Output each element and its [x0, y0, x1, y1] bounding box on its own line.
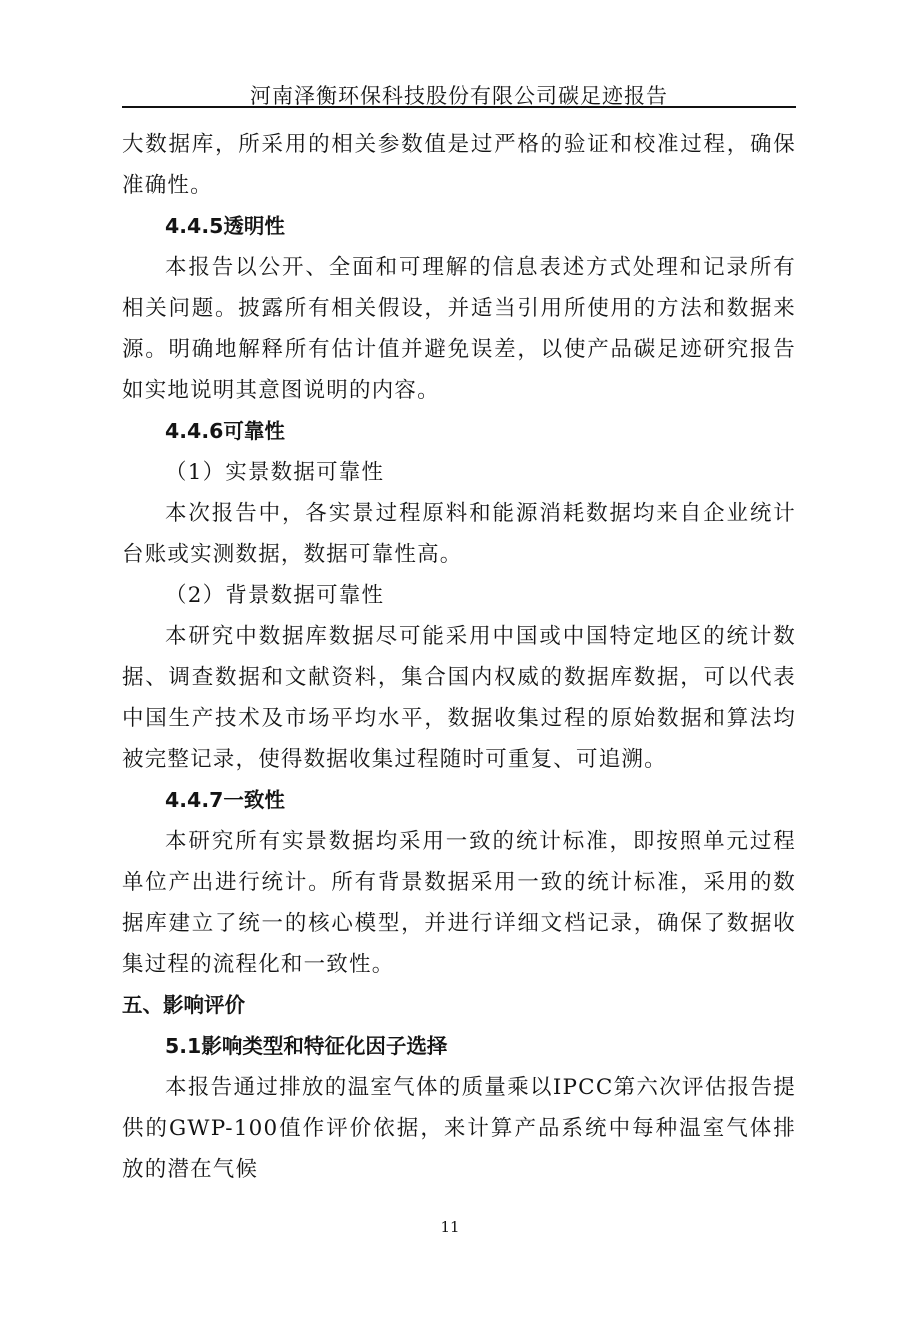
subheading-background-data: （2）背景数据可靠性 — [165, 583, 385, 608]
page-number: 11 — [440, 1218, 460, 1236]
heading-4-4-7: 4.4.7一致性 — [165, 788, 285, 812]
document-body — [122, 124, 796, 1190]
heading-4-4-6: 4.4.6可靠性 — [165, 419, 285, 443]
paragraph-impact-assessment: 本报告通过排放的温室气体的质量乘以IPCC第六次评估报告提供的GWP-100值作评价依据，来计算产品系统中每种温室气体排放的潜在气候 — [122, 1075, 796, 1182]
running-header: 河南泽衡环保科技股份有限公司碳足迹报告 — [250, 84, 668, 108]
header-rule — [122, 106, 796, 108]
paragraph-transparency: 本报告以公开、全面和可理解的信息表述方式处理和记录所有相关问题。披露所有相关假设，并适当引用所使用的方法和数据来源。明确地解释所有估计值并避免误差，以使产品碳足迹研究报告如实地说明其意图说明的内容。 — [122, 255, 796, 403]
paragraph-site-data: 本次报告中，各实景过程原料和能源消耗数据均来自企业统计台账或实测数据，数据可靠性高。 — [122, 501, 796, 567]
heading-section-5: 五、影响评价 — [122, 993, 245, 1017]
subheading-site-data: （1）实景数据可靠性 — [165, 460, 385, 485]
paragraph-background-data: 本研究中数据库数据尽可能采用中国或中国特定地区的统计数据、调查数据和文献资料，集合国内权威的数据库数据，可以代表中国生产技术及市场平均水平，数据收集过程的原始数据和算法均被完整记录，使得数据收集过程随时可重复、可追溯。 — [122, 624, 796, 772]
heading-5-1: 5.1影响类型和特征化因子选择 — [165, 1034, 448, 1058]
paragraph-consistency: 本研究所有实景数据均采用一致的统计标准，即按照单元过程单位产出进行统计。所有背景数据采用一致的统计标准，采用的数据库建立了统一的核心模型，并进行详细文档记录，确保了数据收集过程的流程化和一致性。 — [122, 829, 796, 977]
heading-4-4-5: 4.4.5透明性 — [165, 214, 285, 238]
paragraph-continued: 大数据库，所采用的相关参数值是过严格的验证和校准过程，确保准确性。 — [122, 132, 796, 198]
